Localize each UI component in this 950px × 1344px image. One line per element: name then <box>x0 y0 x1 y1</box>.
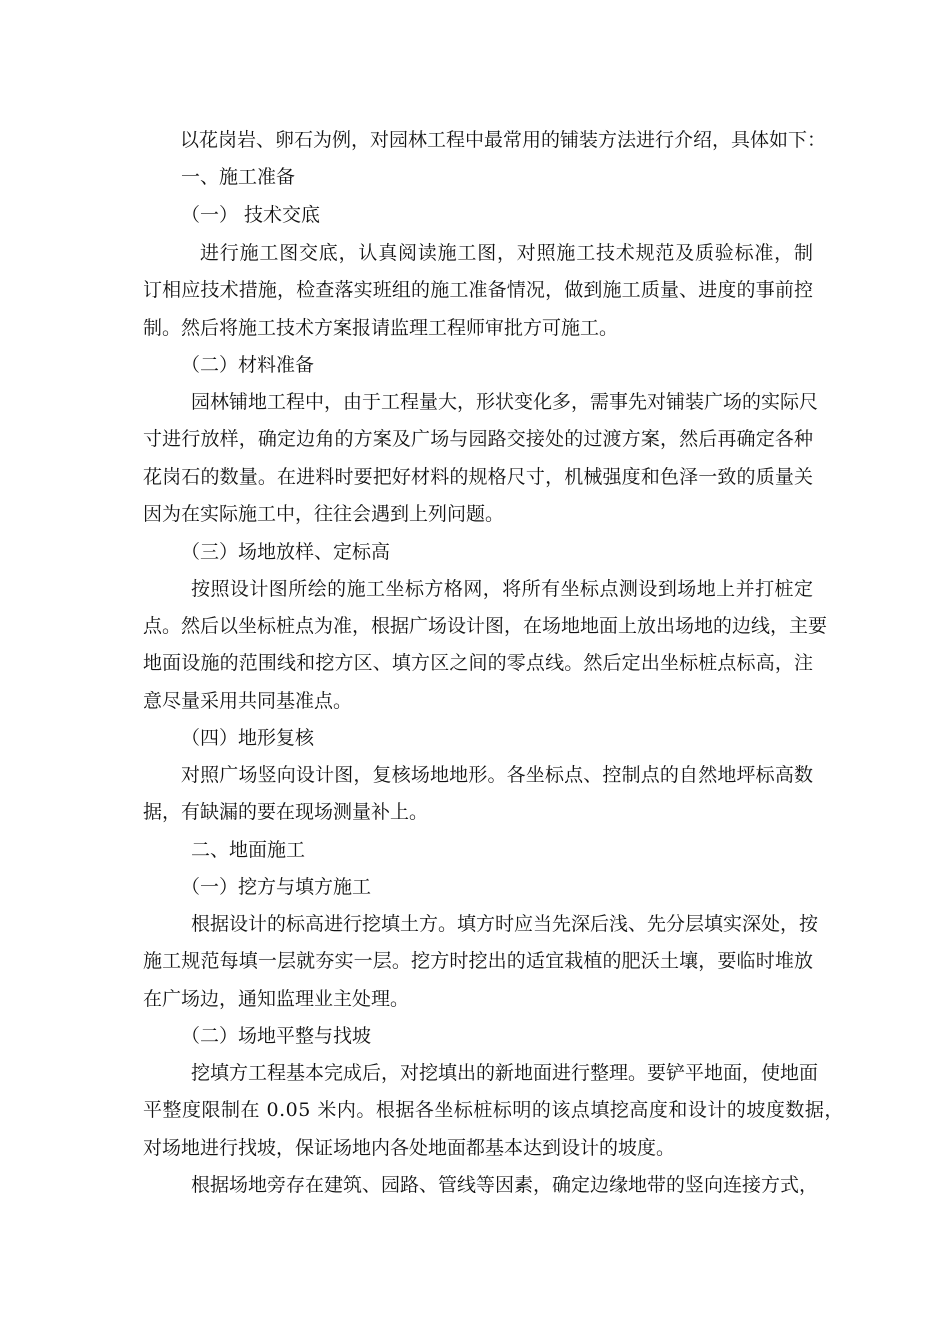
paragraph-line: 对照广场竖向设计图，复核场地地形。各坐标点、控制点的自然地坪标高数 <box>181 764 813 786</box>
paragraph-line: 施工规范每填一层就夯实一层。挖方时挖出的适宜栽植的肥沃土壤，要临时堆放 <box>143 950 813 972</box>
paragraph-line: 制。然后将施工技术方案报请监理工程师审批方可施工。 <box>143 317 619 339</box>
paragraph-line: 据，有缺漏的要在现场测量补上。 <box>143 801 429 823</box>
paragraph-line: 寸进行放样，确定边角的方案及广场与园路交接处的过渡方案，然后再确定各种 <box>143 428 813 450</box>
paragraph-line: 根据场地旁存在建筑、园路、管线等因素，确定边缘地带的竖向连接方式， <box>191 1174 819 1196</box>
section-heading-construction-prep: 一、施工准备 <box>181 166 296 188</box>
subheading-excavation-fill: （一）挖方与填方施工 <box>181 876 372 898</box>
subheading-grading-slope: （二）场地平整与找坡 <box>181 1025 372 1047</box>
paragraph-line: 地面设施的范围线和挖方区、填方区之间的零点线。然后定出坐标桩点标高，注 <box>143 652 813 674</box>
intro-line: 以花岗岩、卵石为例，对园林工程中最常用的铺装方法进行介绍，具体如下： <box>180 129 827 151</box>
paragraph-line: 在广场边，通知监理业主处理。 <box>143 988 410 1010</box>
paragraph-line: 根据设计的标高进行挖填土方。填方时应当先深后浅、先分层填实深处，按 <box>191 913 819 935</box>
paragraph-line: 挖填方工程基本完成后，对挖填出的新地面进行整理。要铲平地面，使地面 <box>191 1062 819 1084</box>
paragraph-line: 对场地进行找坡，保证场地内各处地面都基本达到设计的坡度。 <box>143 1137 676 1159</box>
subheading-technical-briefing: （一） 技术交底 <box>181 204 321 226</box>
paragraph-line: 园林铺地工程中，由于工程量大，形状变化多，需事先对铺装广场的实际尺 <box>191 391 819 413</box>
paragraph-line: 平整度限制在 0.05 米内。根据各坐标桩标明的该点填挖高度和设计的坡度数据， <box>143 1099 844 1121</box>
paragraph-line: 进行施工图交底，认真阅读施工图，对照施工技术规范及质验标准，制 <box>200 242 813 264</box>
subheading-site-layout: （三）场地放样、定标高 <box>181 541 391 563</box>
section-heading-ground-construction: 二、地面施工 <box>191 839 306 861</box>
subheading-material-prep: （二）材料准备 <box>181 354 315 376</box>
subheading-terrain-check: （四）地形复核 <box>181 727 315 749</box>
paragraph-line: 订相应技术措施，检查落实班组的施工准备情况，做到施工质量、进度的事前控 <box>143 279 813 301</box>
paragraph-line: 点。然后以坐标桩点为准，根据广场设计图，在场地地面上放出场地的边线，主要 <box>143 615 828 637</box>
paragraph-line: 按照设计图所绘的施工坐标方格网，将所有坐标点测设到场地上并打桩定 <box>191 578 813 600</box>
paragraph-line: 意尽量采用共同基准点。 <box>143 690 353 712</box>
paragraph-line: 花岗石的数量。在进料时要把好材料的规格尺寸，机械强度和色泽一致的质量关 <box>143 466 813 488</box>
paragraph-line: 因为在实际施工中，往往会遇到上列问题。 <box>143 503 505 525</box>
